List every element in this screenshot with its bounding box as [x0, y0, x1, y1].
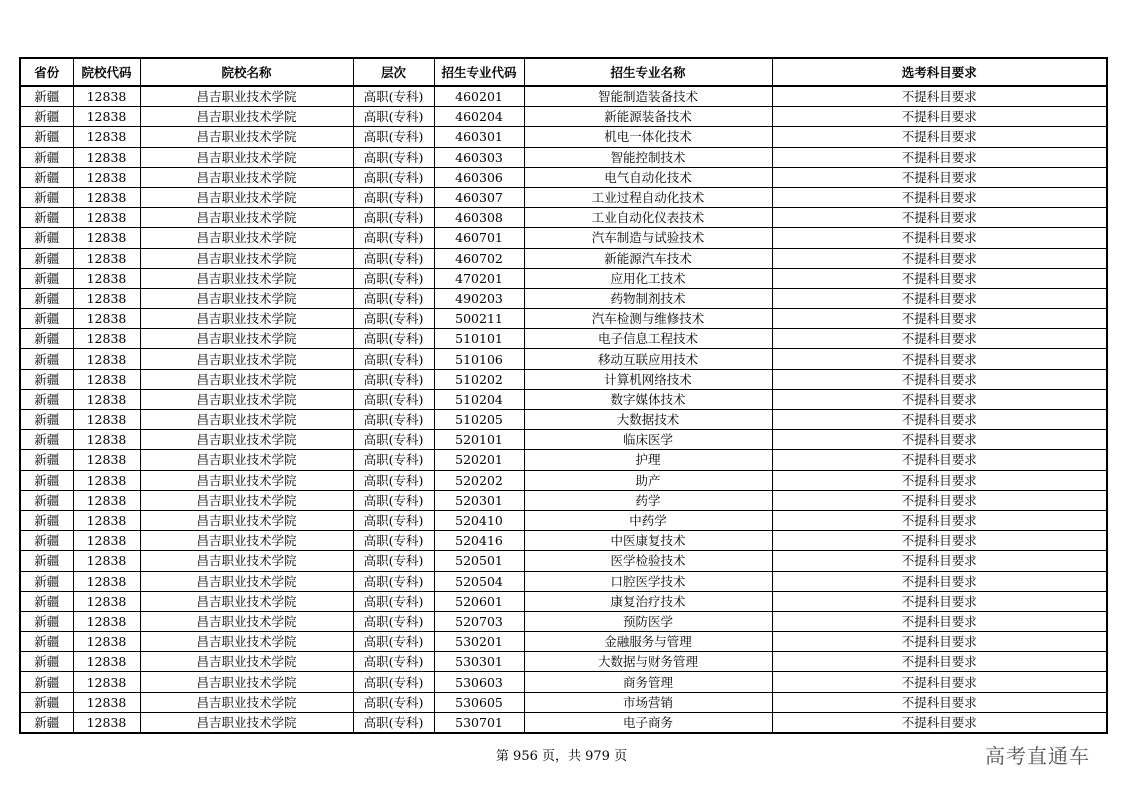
- cell-province: 新疆: [20, 228, 73, 248]
- cell-subject-requirement: 不提科目要求: [772, 369, 1107, 389]
- cell-major-name: 智能制造装备技术: [524, 86, 772, 107]
- cell-major-name: 大数据技术: [524, 410, 772, 430]
- cell-major-code: 460701: [434, 228, 524, 248]
- cell-school-name: 昌吉职业技术学院: [140, 228, 353, 248]
- cell-province: 新疆: [20, 147, 73, 167]
- cell-province: 新疆: [20, 208, 73, 228]
- table-row: [20, 349, 1107, 369]
- table-row: [20, 147, 1107, 167]
- cell-major-name: 药学: [524, 490, 772, 510]
- cell-major-name: 电气自动化技术: [524, 167, 772, 187]
- cell-major-code: 520601: [434, 591, 524, 611]
- cell-level: 高职(专科): [353, 389, 434, 409]
- cell-subject-requirement: 不提科目要求: [772, 410, 1107, 430]
- cell-school-code: 12838: [73, 551, 140, 571]
- cell-school-code: 12838: [73, 531, 140, 551]
- cell-school-name: 昌吉职业技术学院: [140, 248, 353, 268]
- cell-subject-requirement: 不提科目要求: [772, 288, 1107, 308]
- page-number: 第 956 页，共 979 页: [495, 749, 628, 764]
- cell-province: 新疆: [20, 551, 73, 571]
- cell-school-name: 昌吉职业技术学院: [140, 632, 353, 652]
- cell-school-name: 昌吉职业技术学院: [140, 652, 353, 672]
- table-row: [20, 632, 1107, 652]
- table-row: [20, 531, 1107, 551]
- cell-school-code: 12838: [73, 248, 140, 268]
- cell-subject-requirement: 不提科目要求: [772, 187, 1107, 207]
- cell-subject-requirement: 不提科目要求: [772, 309, 1107, 329]
- cell-subject-requirement: 不提科目要求: [772, 450, 1107, 470]
- cell-level: 高职(专科): [353, 490, 434, 510]
- cell-school-code: 12838: [73, 571, 140, 591]
- table-row: [20, 248, 1107, 268]
- cell-level: 高职(专科): [353, 510, 434, 530]
- column-header-school-name: 院校名称: [140, 58, 353, 86]
- cell-subject-requirement: 不提科目要求: [772, 167, 1107, 187]
- cell-major-code: 530701: [434, 712, 524, 733]
- cell-school-name: 昌吉职业技术学院: [140, 571, 353, 591]
- cell-province: 新疆: [20, 107, 73, 127]
- cell-major-name: 应用化工技术: [524, 268, 772, 288]
- cell-school-code: 12838: [73, 349, 140, 369]
- cell-subject-requirement: 不提科目要求: [772, 329, 1107, 349]
- cell-school-code: 12838: [73, 167, 140, 187]
- cell-school-name: 昌吉职业技术学院: [140, 450, 353, 470]
- cell-school-code: 12838: [73, 470, 140, 490]
- cell-major-code: 460306: [434, 167, 524, 187]
- column-header-level: 层次: [353, 58, 434, 86]
- cell-major-code: 520501: [434, 551, 524, 571]
- cell-school-name: 昌吉职业技术学院: [140, 490, 353, 510]
- cell-school-code: 12838: [73, 712, 140, 733]
- cell-major-code: 460303: [434, 147, 524, 167]
- cell-school-name: 昌吉职业技术学院: [140, 389, 353, 409]
- cell-province: 新疆: [20, 187, 73, 207]
- cell-major-name: 新能源装备技术: [524, 107, 772, 127]
- table-row: [20, 288, 1107, 308]
- cell-province: 新疆: [20, 309, 73, 329]
- cell-major-code: 530301: [434, 652, 524, 672]
- cell-subject-requirement: 不提科目要求: [772, 692, 1107, 712]
- cell-major-code: 460702: [434, 248, 524, 268]
- table-row: [20, 611, 1107, 631]
- cell-level: 高职(专科): [353, 187, 434, 207]
- cell-major-name: 口腔医学技术: [524, 571, 772, 591]
- cell-major-code: 520201: [434, 450, 524, 470]
- cell-level: 高职(专科): [353, 591, 434, 611]
- cell-school-code: 12838: [73, 147, 140, 167]
- cell-major-name: 医学检验技术: [524, 551, 772, 571]
- table-row: [20, 450, 1107, 470]
- table-row: [20, 208, 1107, 228]
- cell-major-name: 数字媒体技术: [524, 389, 772, 409]
- cell-level: 高职(专科): [353, 531, 434, 551]
- cell-school-name: 昌吉职业技术学院: [140, 692, 353, 712]
- cell-school-code: 12838: [73, 652, 140, 672]
- cell-school-name: 昌吉职业技术学院: [140, 712, 353, 733]
- cell-level: 高职(专科): [353, 410, 434, 430]
- cell-level: 高职(专科): [353, 268, 434, 288]
- cell-level: 高职(专科): [353, 208, 434, 228]
- cell-province: 新疆: [20, 712, 73, 733]
- cell-subject-requirement: 不提科目要求: [772, 248, 1107, 268]
- cell-level: 高职(专科): [353, 369, 434, 389]
- column-header-major-name: 招生专业名称: [524, 58, 772, 86]
- cell-major-code: 500211: [434, 309, 524, 329]
- cell-level: 高职(专科): [353, 470, 434, 490]
- cell-province: 新疆: [20, 531, 73, 551]
- cell-major-name: 电子信息工程技术: [524, 329, 772, 349]
- table-row: [20, 187, 1107, 207]
- cell-major-code: 510205: [434, 410, 524, 430]
- cell-level: 高职(专科): [353, 450, 434, 470]
- cell-major-name: 工业过程自动化技术: [524, 187, 772, 207]
- cell-major-name: 临床医学: [524, 430, 772, 450]
- cell-province: 新疆: [20, 672, 73, 692]
- cell-major-code: 530603: [434, 672, 524, 692]
- cell-school-code: 12838: [73, 127, 140, 147]
- cell-major-name: 计算机网络技术: [524, 369, 772, 389]
- cell-subject-requirement: 不提科目要求: [772, 551, 1107, 571]
- cell-school-name: 昌吉职业技术学院: [140, 147, 353, 167]
- cell-subject-requirement: 不提科目要求: [772, 652, 1107, 672]
- table-row: [20, 389, 1107, 409]
- cell-major-code: 520101: [434, 430, 524, 450]
- cell-level: 高职(专科): [353, 652, 434, 672]
- cell-level: 高职(专科): [353, 349, 434, 369]
- cell-major-name: 金融服务与管理: [524, 632, 772, 652]
- cell-province: 新疆: [20, 611, 73, 631]
- cell-school-code: 12838: [73, 410, 140, 430]
- cell-school-name: 昌吉职业技术学院: [140, 349, 353, 369]
- table-row: [20, 329, 1107, 349]
- cell-major-code: 460307: [434, 187, 524, 207]
- cell-province: 新疆: [20, 86, 73, 107]
- cell-school-code: 12838: [73, 86, 140, 107]
- cell-school-code: 12838: [73, 268, 140, 288]
- cell-subject-requirement: 不提科目要求: [772, 107, 1107, 127]
- cell-level: 高职(专科): [353, 288, 434, 308]
- cell-major-name: 工业自动化仪表技术: [524, 208, 772, 228]
- cell-school-code: 12838: [73, 187, 140, 207]
- cell-major-name: 康复治疗技术: [524, 591, 772, 611]
- cell-subject-requirement: 不提科目要求: [772, 470, 1107, 490]
- column-header-major-code: 招生专业代码: [434, 58, 524, 86]
- cell-province: 新疆: [20, 167, 73, 187]
- cell-major-code: 520703: [434, 611, 524, 631]
- cell-province: 新疆: [20, 430, 73, 450]
- cell-subject-requirement: 不提科目要求: [772, 349, 1107, 369]
- admission-table: [19, 57, 1108, 734]
- cell-province: 新疆: [20, 470, 73, 490]
- cell-subject-requirement: 不提科目要求: [772, 510, 1107, 530]
- cell-province: 新疆: [20, 389, 73, 409]
- cell-subject-requirement: 不提科目要求: [772, 147, 1107, 167]
- cell-school-code: 12838: [73, 510, 140, 530]
- cell-major-name: 大数据与财务管理: [524, 652, 772, 672]
- table-row: [20, 571, 1107, 591]
- cell-school-name: 昌吉职业技术学院: [140, 510, 353, 530]
- cell-province: 新疆: [20, 248, 73, 268]
- cell-major-code: 460204: [434, 107, 524, 127]
- cell-major-name: 中医康复技术: [524, 531, 772, 551]
- cell-school-name: 昌吉职业技术学院: [140, 369, 353, 389]
- cell-level: 高职(专科): [353, 430, 434, 450]
- cell-subject-requirement: 不提科目要求: [772, 672, 1107, 692]
- cell-level: 高职(专科): [353, 309, 434, 329]
- cell-school-name: 昌吉职业技术学院: [140, 107, 353, 127]
- cell-subject-requirement: 不提科目要求: [772, 571, 1107, 591]
- cell-major-name: 新能源汽车技术: [524, 248, 772, 268]
- table-row: [20, 410, 1107, 430]
- cell-major-code: 520416: [434, 531, 524, 551]
- cell-province: 新疆: [20, 692, 73, 712]
- cell-school-code: 12838: [73, 208, 140, 228]
- cell-school-name: 昌吉职业技术学院: [140, 410, 353, 430]
- cell-level: 高职(专科): [353, 672, 434, 692]
- cell-level: 高职(专科): [353, 329, 434, 349]
- cell-subject-requirement: 不提科目要求: [772, 591, 1107, 611]
- cell-level: 高职(专科): [353, 127, 434, 147]
- cell-province: 新疆: [20, 268, 73, 288]
- cell-school-code: 12838: [73, 430, 140, 450]
- cell-major-name: 预防医学: [524, 611, 772, 631]
- cell-major-name: 中药学: [524, 510, 772, 530]
- cell-level: 高职(专科): [353, 167, 434, 187]
- table-row: [20, 228, 1107, 248]
- cell-subject-requirement: 不提科目要求: [772, 228, 1107, 248]
- table-row: [20, 107, 1107, 127]
- cell-province: 新疆: [20, 369, 73, 389]
- column-header-province: 省份: [20, 58, 73, 86]
- cell-subject-requirement: 不提科目要求: [772, 127, 1107, 147]
- cell-subject-requirement: 不提科目要求: [772, 632, 1107, 652]
- cell-school-name: 昌吉职业技术学院: [140, 329, 353, 349]
- cell-school-name: 昌吉职业技术学院: [140, 268, 353, 288]
- column-header-subject-requirement: 选考科目要求: [772, 58, 1107, 86]
- table-row: [20, 672, 1107, 692]
- cell-level: 高职(专科): [353, 692, 434, 712]
- cell-school-name: 昌吉职业技术学院: [140, 167, 353, 187]
- cell-province: 新疆: [20, 510, 73, 530]
- cell-level: 高职(专科): [353, 248, 434, 268]
- cell-major-name: 机电一体化技术: [524, 127, 772, 147]
- cell-school-code: 12838: [73, 309, 140, 329]
- cell-school-code: 12838: [73, 591, 140, 611]
- cell-school-name: 昌吉职业技术学院: [140, 86, 353, 107]
- cell-major-code: 510202: [434, 369, 524, 389]
- cell-major-code: 520202: [434, 470, 524, 490]
- cell-level: 高职(专科): [353, 147, 434, 167]
- cell-school-name: 昌吉职业技术学院: [140, 531, 353, 551]
- brand-watermark: 高考直通车: [985, 744, 1090, 768]
- cell-school-name: 昌吉职业技术学院: [140, 551, 353, 571]
- table-row: [20, 127, 1107, 147]
- cell-major-code: 510204: [434, 389, 524, 409]
- cell-level: 高职(专科): [353, 632, 434, 652]
- table-row: [20, 551, 1107, 571]
- cell-subject-requirement: 不提科目要求: [772, 611, 1107, 631]
- cell-province: 新疆: [20, 410, 73, 430]
- cell-province: 新疆: [20, 288, 73, 308]
- cell-major-name: 护理: [524, 450, 772, 470]
- cell-school-name: 昌吉职业技术学院: [140, 309, 353, 329]
- cell-major-code: 470201: [434, 268, 524, 288]
- admission-table-sheet: [19, 57, 1106, 734]
- cell-major-code: 520410: [434, 510, 524, 530]
- cell-province: 新疆: [20, 450, 73, 470]
- cell-school-code: 12838: [73, 632, 140, 652]
- cell-level: 高职(专科): [353, 712, 434, 733]
- table-row: [20, 652, 1107, 672]
- table-row: [20, 309, 1107, 329]
- cell-subject-requirement: 不提科目要求: [772, 490, 1107, 510]
- cell-level: 高职(专科): [353, 86, 434, 107]
- cell-level: 高职(专科): [353, 107, 434, 127]
- cell-level: 高职(专科): [353, 228, 434, 248]
- cell-major-name: 汽车检测与维修技术: [524, 309, 772, 329]
- cell-school-name: 昌吉职业技术学院: [140, 127, 353, 147]
- cell-major-code: 510101: [434, 329, 524, 349]
- cell-major-name: 药物制剂技术: [524, 288, 772, 308]
- cell-major-code: 530605: [434, 692, 524, 712]
- cell-subject-requirement: 不提科目要求: [772, 531, 1107, 551]
- cell-subject-requirement: 不提科目要求: [772, 268, 1107, 288]
- cell-school-code: 12838: [73, 450, 140, 470]
- cell-major-code: 520504: [434, 571, 524, 591]
- table-row: [20, 167, 1107, 187]
- table-row: [20, 712, 1107, 733]
- cell-major-code: 460201: [434, 86, 524, 107]
- cell-major-name: 商务管理: [524, 672, 772, 692]
- cell-province: 新疆: [20, 652, 73, 672]
- cell-school-name: 昌吉职业技术学院: [140, 430, 353, 450]
- cell-subject-requirement: 不提科目要求: [772, 208, 1107, 228]
- cell-major-code: 460301: [434, 127, 524, 147]
- cell-province: 新疆: [20, 490, 73, 510]
- table-row: [20, 692, 1107, 712]
- cell-major-name: 移动互联应用技术: [524, 349, 772, 369]
- cell-major-code: 490203: [434, 288, 524, 308]
- cell-school-code: 12838: [73, 107, 140, 127]
- cell-school-name: 昌吉职业技术学院: [140, 470, 353, 490]
- cell-major-name: 市场营销: [524, 692, 772, 712]
- cell-school-name: 昌吉职业技术学院: [140, 208, 353, 228]
- table-row: [20, 369, 1107, 389]
- cell-level: 高职(专科): [353, 611, 434, 631]
- cell-school-code: 12838: [73, 490, 140, 510]
- table-header-row: [20, 58, 1107, 86]
- cell-major-code: 510106: [434, 349, 524, 369]
- cell-major-code: 520301: [434, 490, 524, 510]
- table-row: [20, 470, 1107, 490]
- cell-province: 新疆: [20, 632, 73, 652]
- cell-level: 高职(专科): [353, 551, 434, 571]
- cell-subject-requirement: 不提科目要求: [772, 430, 1107, 450]
- cell-province: 新疆: [20, 127, 73, 147]
- cell-major-name: 助产: [524, 470, 772, 490]
- cell-school-name: 昌吉职业技术学院: [140, 672, 353, 692]
- table-row: [20, 268, 1107, 288]
- cell-school-code: 12838: [73, 672, 140, 692]
- cell-school-name: 昌吉职业技术学院: [140, 288, 353, 308]
- cell-subject-requirement: 不提科目要求: [772, 86, 1107, 107]
- cell-major-name: 智能控制技术: [524, 147, 772, 167]
- cell-school-name: 昌吉职业技术学院: [140, 611, 353, 631]
- cell-subject-requirement: 不提科目要求: [772, 389, 1107, 409]
- table-row: [20, 86, 1107, 107]
- table-row: [20, 490, 1107, 510]
- cell-major-code: 530201: [434, 632, 524, 652]
- cell-school-code: 12838: [73, 369, 140, 389]
- cell-school-name: 昌吉职业技术学院: [140, 591, 353, 611]
- cell-major-name: 汽车制造与试验技术: [524, 228, 772, 248]
- column-header-school-code: 院校代码: [73, 58, 140, 86]
- cell-school-code: 12838: [73, 389, 140, 409]
- cell-province: 新疆: [20, 349, 73, 369]
- cell-level: 高职(专科): [353, 571, 434, 591]
- cell-major-code: 460308: [434, 208, 524, 228]
- table-row: [20, 591, 1107, 611]
- table-body: [20, 86, 1107, 733]
- cell-subject-requirement: 不提科目要求: [772, 712, 1107, 733]
- cell-school-code: 12838: [73, 329, 140, 349]
- cell-school-code: 12838: [73, 611, 140, 631]
- cell-major-name: 电子商务: [524, 712, 772, 733]
- cell-school-name: 昌吉职业技术学院: [140, 187, 353, 207]
- cell-school-code: 12838: [73, 692, 140, 712]
- cell-province: 新疆: [20, 329, 73, 349]
- cell-school-code: 12838: [73, 288, 140, 308]
- table-row: [20, 430, 1107, 450]
- table-row: [20, 510, 1107, 530]
- cell-school-code: 12838: [73, 228, 140, 248]
- cell-province: 新疆: [20, 591, 73, 611]
- cell-province: 新疆: [20, 571, 73, 591]
